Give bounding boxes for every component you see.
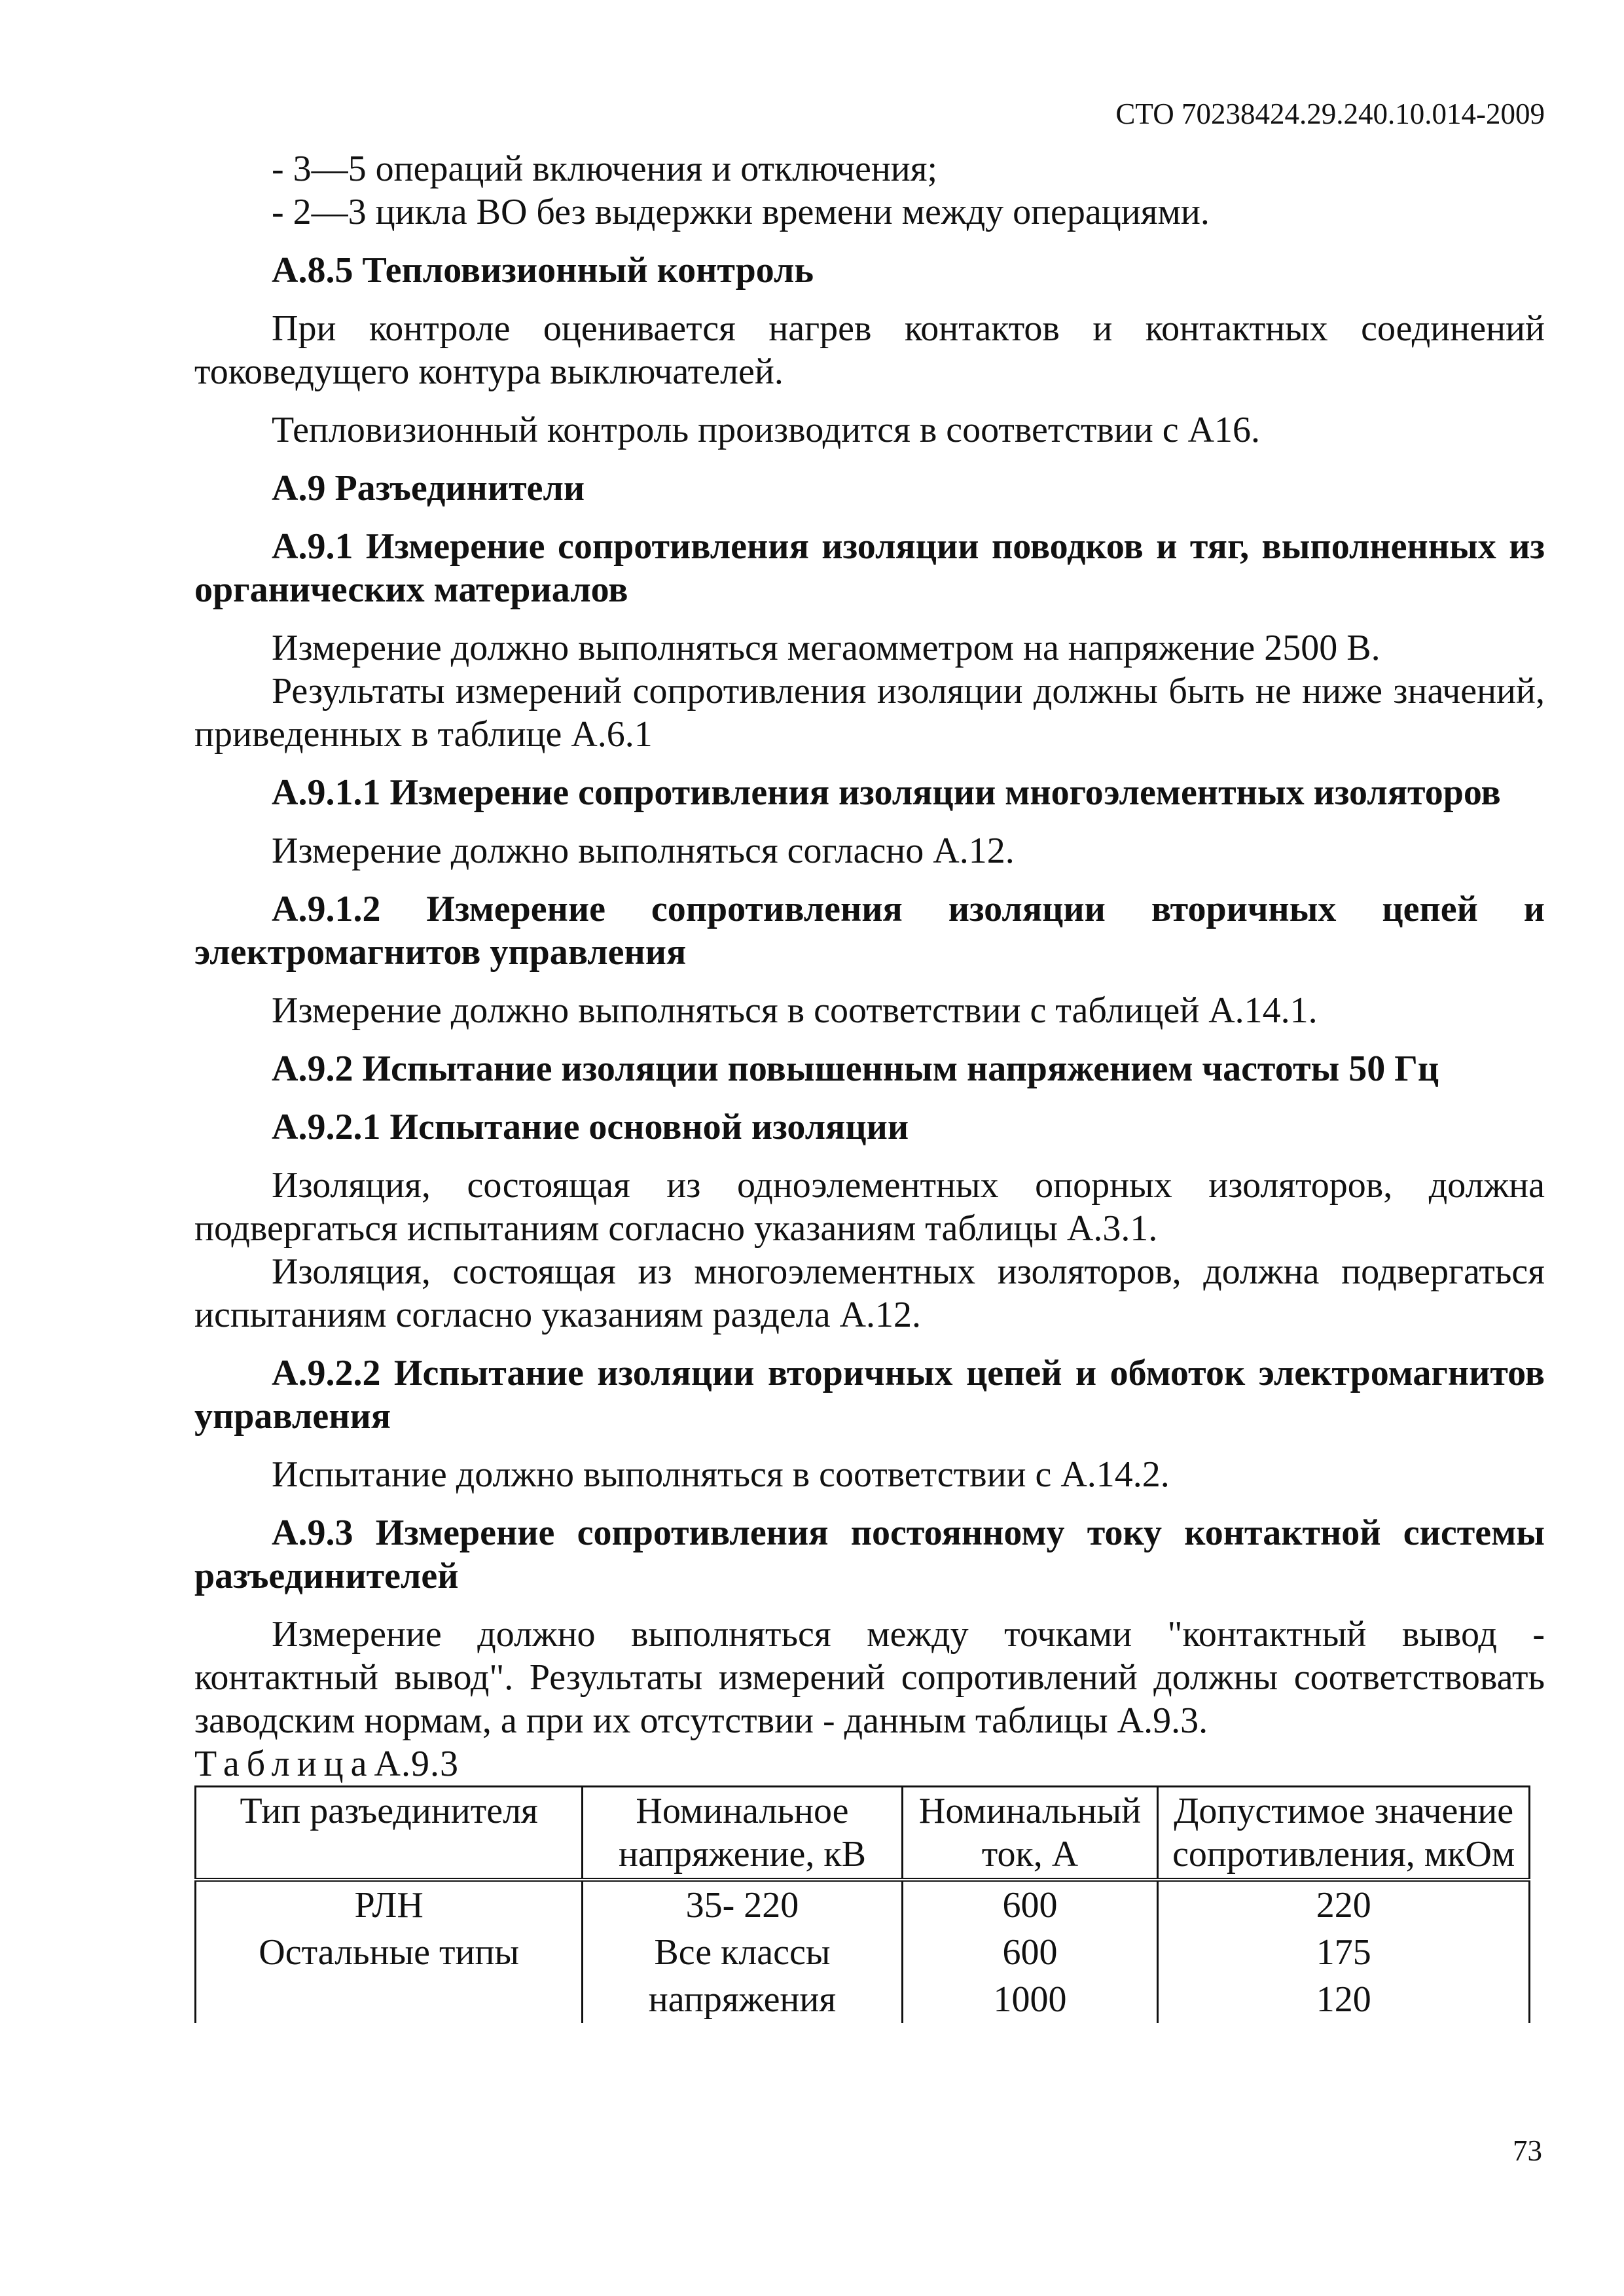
table-caption-word: Таблица [194,1744,374,1784]
paragraph: Изоляция, состоящая из многоэлементных изоляторов, должна подвергаться испытаниям согласно указаниям раздела А.12. [194,1251,1545,1335]
table-cell: 600 [902,1880,1158,1929]
section-heading-a9: А.9 Разъединители [272,468,585,509]
table-cell [196,1976,583,2023]
paragraph: Измерение должно выполняться в соответствии с таблицей А.14.1. [272,990,1318,1031]
resistance-table [194,1785,1530,2023]
paragraph: Результаты измерений сопротивления изоляции должны быть не ниже значений, приведенных в таблице А.6.1 [194,671,1545,755]
section-heading-a92: А.9.2 Испытание изоляции повышенным напряжением частоты 50 Гц [272,1049,1439,1089]
table-caption [194,1742,1545,1785]
paragraph: Измерение должно выполняться между точками "контактный вывод - контактный вывод". Результаты измерений сопротивлений должны соответствовать заводским нормам, а при их отсутствии - данным таблицы А.9.3. [194,1614,1545,1741]
header-cell-voltage: Номинальное напряжение, кВ [583,1787,902,1880]
table-row [196,1880,1530,1929]
paragraph: Измерение должно выполняться согласно А.12. [272,831,1015,871]
table-cell: напряжения [583,1976,902,2023]
paragraph: Тепловизионный контроль производится в соответствии с А16. [272,410,1261,450]
paragraph: Измерение должно выполняться мегаомметром на напряжение 2500 В. [272,628,1380,668]
section-heading-a911: А.9.1.1 Измерение сопротивления изоляции многоэлементных изоляторов [272,772,1501,813]
header-cell-current: Номинальный ток, А [902,1787,1158,1880]
section-heading-a921: А.9.2.1 Испытание основной изоляции [272,1107,909,1147]
table-cell: 600 [902,1929,1158,1976]
table-cell: Все классы [583,1929,902,1976]
header-cell-resistance: Допустимое значение сопротивления, мкОм [1158,1787,1530,1880]
paragraph: Изоляция, состоящая из одноэлементных опорных изоляторов, должна подвергаться испытаниям согласно указаниям таблицы А.3.1. [194,1165,1545,1249]
table-header-row [196,1787,1530,1880]
section-heading-a922: А.9.2.2 Испытание изоляции вторичных цепей и обмоток электромагнитов управления [194,1353,1545,1437]
table-cell: РЛН [196,1880,583,1929]
list-item: - 2—3 цикла ВО без выдержки времени между операциями. [272,192,1210,232]
section-heading-a912: А.9.1.2 Измерение сопротивления изоляции вторичных цепей и электромагнитов управления [194,889,1545,973]
table-cell: 175 [1158,1929,1530,1976]
page-number: 73 [1513,2134,1542,2167]
table-cell: 1000 [902,1976,1158,2023]
list-item: - 3—5 операций включения и отключения; [272,149,938,189]
document-body [194,147,1545,2023]
table-cell: 220 [1158,1880,1530,1929]
table-caption-number: А.9.3 [374,1744,459,1784]
standard-code: СТО 70238424.29.240.10.014-2009 [1115,98,1545,130]
header-cell-type: Тип разъединителя [196,1787,583,1880]
section-heading-a93: А.9.3 Измерение сопротивления постоянному току контактной системы разъединителей [194,1513,1545,1596]
section-heading-a91: А.9.1 Измерение сопротивления изоляции поводков и тяг, выполненных из органических материалов [194,526,1545,610]
paragraph: При контроле оценивается нагрев контактов и контактных соединений токоведущего контура выключателей. [194,308,1545,392]
table-cell: Остальные типы [196,1929,583,1976]
table-row [196,1929,1530,1976]
table-cell: 35- 220 [583,1880,902,1929]
section-heading-a85: А.8.5 Тепловизионный контроль [272,250,814,291]
paragraph: Испытание должно выполняться в соответствии с А.14.2. [272,1454,1170,1495]
table-row [196,1976,1530,2023]
table-cell: 120 [1158,1976,1530,2023]
